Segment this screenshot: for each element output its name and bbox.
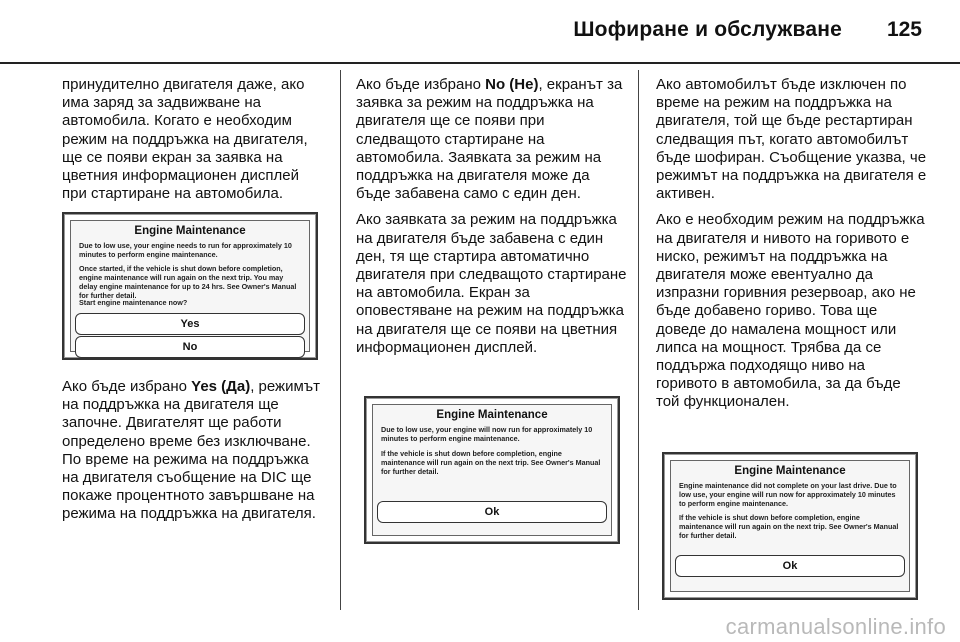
column-divider-1: [340, 70, 341, 610]
text-column-3: [656, 76, 928, 420]
screen-text: If the vehicle is shut down before completion, engine maintenance will run again on the next trip. See Owner's Manual for further detail.: [679, 513, 899, 540]
text-column-1-bottom: [62, 378, 324, 532]
paragraph: Ако е необходим режим на поддръжка на двигателя и нивото на горивото е ниско, режимът на поддръжка на двигателя може евентуално да изпразни горивния резервоар, ако не бъде добавено гориво. Това ще доведе до намалена мощност или липса на мощност. Трябва да се поддържа подходящо ниво на горивото в автомобила, за да бъде той функционален.: [656, 211, 925, 411]
text-column-2: [356, 76, 628, 365]
paragraph: Ако автомобилът бъде изключен по време на режим на поддръжка на двигателя, той ще бъде рестартиран следващия път, когато автомобилът бъде шофиран. Съобщение указва, че режимът на поддръжка на двигателя е активен.: [656, 76, 927, 203]
ok-button[interactable]: Ok: [377, 501, 607, 523]
header-divider: [0, 62, 960, 64]
screen-text: If the vehicle is shut down before completion, engine maintenance will run again on the next trip. See Owner's Manual for further detail.: [381, 449, 601, 476]
paragraph: принудително двигателя даже, ако има заряд за задвижване на автомобила. Когато е необходим режим на поддръжка на двигателя, ще се появи екран за заявка на цветния информационен дисплей при стартиране на автомобила.: [62, 76, 308, 203]
screen-title: Engine Maintenance: [734, 465, 846, 477]
screen-text: Due to low use, your engine will now run for approximately 10 minutes to perform engine maintenance.: [381, 425, 593, 443]
screen-text: Engine maintenance did not complete on your last drive. Due to low use, your engine will run now for approximately 10 minutes to perform engine maintenance.: [679, 481, 897, 508]
page-header: [0, 0, 960, 62]
screen-text: Due to low use, your engine needs to run for approximately 10 minutes to perform engine maintenance.: [79, 241, 292, 259]
screen-text: Once started, if the vehicle is shut down before completion, engine maintenance will run again on the next trip. You may delay engine maintenance for up to 24 hrs. See Owner's Manual for further detail.: [79, 264, 297, 300]
engine-maintenance-notice-screen: [364, 396, 620, 544]
paragraph: Ако заявката за режим на поддръжка на двигателя бъде забавена с един ден, тя ще стартира автоматично двигателя при следващото стартиране на автомобила. Екран за оповестяване на режим на поддръжка на двигателя ще се появи на цветния информационен дисплей.: [356, 211, 627, 356]
screen-display: [70, 220, 310, 352]
section-title: Шофиране и обслужване: [573, 18, 842, 41]
paragraph: Ако бъде избрано Yes (Да), режимът на поддръжка на двигателя ще започне. Двигателят ще работи определено време без изключване. По време на режима на поддръжка на двигателя съобщение на DIC ще покаже процентното завършване на режима на поддръжка на двигателя.: [62, 378, 321, 523]
screen-title: Engine Maintenance: [134, 225, 246, 237]
no-button[interactable]: No: [75, 336, 305, 358]
column-divider-2: [638, 70, 639, 610]
screen-display: [670, 460, 910, 592]
screen-text: Start engine maintenance now?: [79, 298, 188, 307]
paragraph: Ако бъде избрано No (Не), екранът за заявка за режим на поддръжка на двигателя ще се появи при следващото стартиране на автомобила. Заявката за режим на поддръжка на двигателя може да бъде забавена само с един ден.: [356, 76, 623, 203]
yes-button[interactable]: Yes: [75, 313, 305, 335]
engine-maintenance-request-screen: [62, 212, 318, 360]
watermark: carmanualsonline.info: [725, 614, 946, 639]
page-number: 125: [886, 18, 922, 41]
screen-display: [372, 404, 612, 536]
engine-maintenance-resume-screen: [662, 452, 918, 600]
screen-title: Engine Maintenance: [436, 409, 548, 421]
text-column-1: [62, 76, 324, 211]
ok-button[interactable]: Ok: [675, 555, 905, 577]
